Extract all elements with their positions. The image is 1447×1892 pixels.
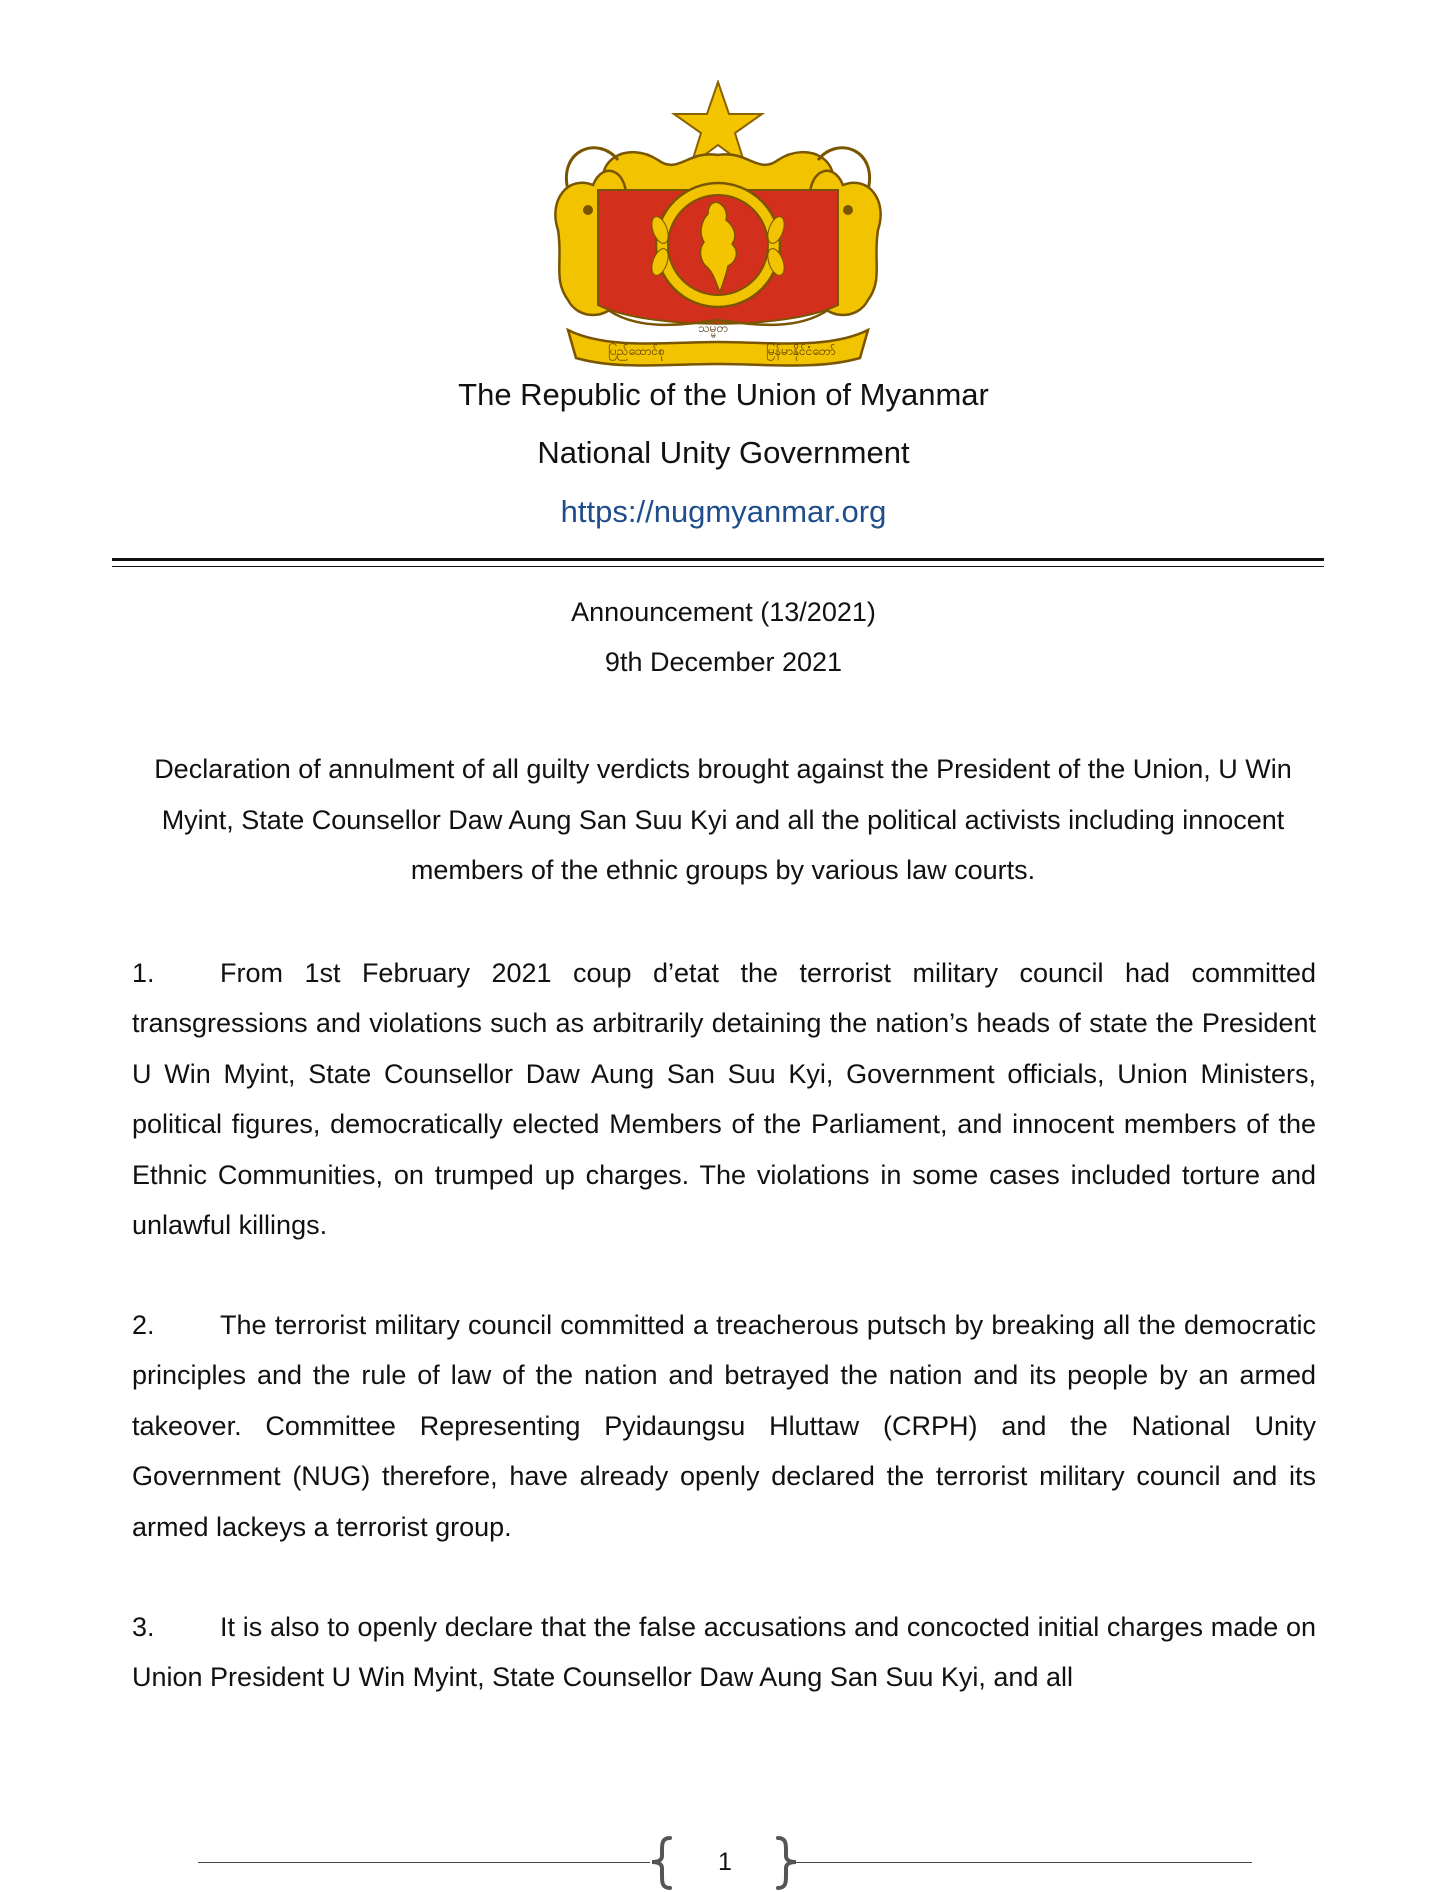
paragraph-text: The terrorist military council committed a treacherous putsch by breaking all the democratic principles and the rule of law of the nation and betrayed the nation and its people by an armed takeover. Committee Representing Pyidaungsu Hluttaw (CRPH) and the National Unity Government (NUG) therefore, have already openly declared the terrorist military council and its armed lackeys a terrorist group.	[132, 1310, 1316, 1542]
paragraph-text: From 1st February 2021 coup d’etat the terrorist military council had committed transgressions and violations such as arbitrarily detaining the nation’s heads of state the President U Win Myint, State Counsellor Daw Aung San Suu Kyi, Government officials, Union Ministers, political figures, democratically elected Members of the Parliament, and innocent members of the Ethnic Communities, on trumped up charges. The violations in some cases included torture and unlawful killings.	[132, 958, 1316, 1241]
website-link[interactable]: https://nugmyanmar.org	[560, 494, 887, 529]
right-brace-icon	[778, 1838, 796, 1888]
paragraph-number: 3.	[132, 1612, 155, 1642]
svg-text:ပြည်ထောင်စု: ပြည်ထောင်စု	[608, 344, 665, 358]
page-number: 1	[718, 1848, 732, 1876]
header-rule-thin	[112, 566, 1324, 567]
government-name-line2: National Unity Government	[537, 435, 910, 470]
announcement-date: 9th December 2021	[604, 647, 843, 677]
paragraph-number: 1.	[132, 958, 155, 988]
header-rule-thick	[112, 558, 1324, 561]
paragraph-text: It is also to openly declare that the false accusations and concocted initial charges made on Union President U Win Myint, State Counsellor Daw Aung San Suu Kyi, and all	[132, 1612, 1316, 1693]
paragraph-2	[132, 1300, 1316, 1552]
government-name-line1: The Republic of the Union of Myanmar	[458, 377, 989, 412]
announcement-subject: Declaration of annulment of all guilty verdicts brought against the President of the Union, U Win Myint, State Counsellor Daw Aung San Suu Kyi and all the political activists including innocent members of the ethnic groups by various law courts.	[154, 754, 1292, 885]
star-icon	[674, 82, 762, 165]
left-brace-icon	[652, 1838, 670, 1888]
announcement-number: Announcement (13/2021)	[571, 597, 876, 627]
paragraph-number: 2.	[132, 1310, 155, 1340]
svg-text:သမ္မတ: သမ္မတ	[698, 321, 729, 335]
paragraph-3	[132, 1602, 1316, 1703]
svg-text:မြန်မာနိုင်ငံတော်: မြန်မာနိုင်ငံတော်	[766, 344, 836, 358]
paragraph-1	[132, 948, 1316, 1250]
footer-rule-left	[198, 1862, 650, 1863]
footer-rule-right	[792, 1862, 1252, 1863]
state-seal-emblem	[548, 80, 888, 370]
